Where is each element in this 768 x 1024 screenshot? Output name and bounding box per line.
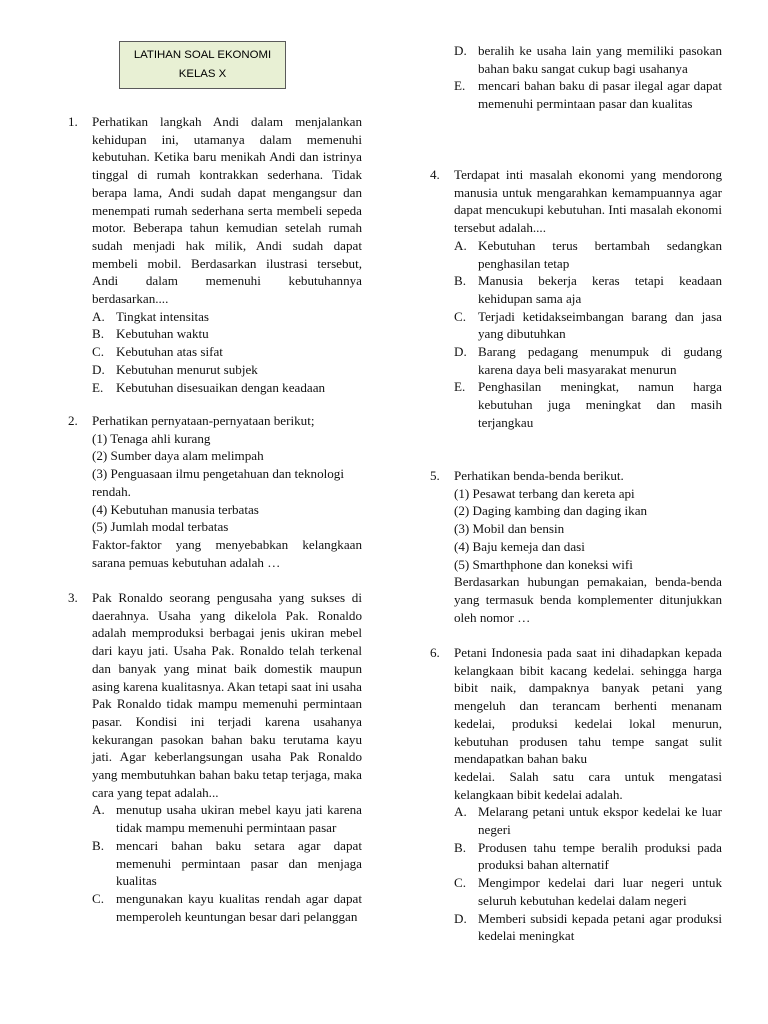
title-line-1: LATIHAN SOAL EKONOMI	[133, 49, 272, 61]
option-c: C. mengunakan kayu kualitas rendah agar dapat memperoleh keuntungan besar dari pelanggan	[92, 890, 362, 924]
question-closing: Faktor-faktor yang menyebabkan kelangkaan sarana pemuas kebutuhan adalah …	[92, 536, 362, 570]
question-text: Terdapat inti masalah ekonomi yang mendorong manusia untuk mengarahkan kemampuannya agar dapat mencukupi kebutuhan. Inti masalah ekonomi tersebut adalah....	[454, 167, 722, 236]
question-text: Perhatikan langkah Andi dalam menjalankan kehidupan ini, utamanya dalam memenuhi kebutuhan. Ketika baru menikah Andi dan istrinya tinggal di rumah kontrakkan sederhana. Tidak berapa lama, Andi sudah dapat mengangsur dan menempati rumah sederhana serta membeli sepeda motor. Beberapa tahun kemudian setelah rumah sudah menjadi hak milik, Andi sudah dapat membeli mobil. Berdasarkan ilustrasi tersebut, Andi dalam memenuhi kebutuhannya berdasarkan....	[92, 114, 362, 307]
option-b: B. Manusia bekerja keras tetapi keadaan kehidupan sama aja	[454, 273, 722, 306]
option-c: C. Terjadi ketidakseimbangan barang dan jasa yang dibutuhkan	[454, 308, 722, 342]
question-closing: Berdasarkan hubungan pemakaian, benda-benda yang termasuk benda komplementer ditunjukkan oleh nomor …	[454, 574, 722, 625]
question-number: 3.	[68, 590, 78, 605]
question-text-tail: kedelai. Salah satu cara untuk mengatasi kelangkaan bibit kedelai adalah.	[454, 768, 722, 802]
option-d: D. Memberi subsidi kepada petani agar produksi kedelai meningkat	[454, 910, 722, 944]
question-text: Perhatikan benda-benda berikut.	[454, 468, 624, 483]
option-d: D. Barang pedagang menumpuk di gudang karena daya beli masyarakat menurun	[454, 344, 722, 377]
question-1	[68, 113, 362, 396]
option-d: D. Kebutuhan menurut subjek	[92, 361, 258, 377]
question-3-continued	[430, 42, 722, 113]
question-5	[430, 467, 722, 626]
question-4	[430, 166, 722, 432]
statement-item: (3) Mobil dan bensin	[454, 521, 565, 537]
question-number: 1.	[68, 114, 78, 129]
option-c: C. Mengimpor kedelai dari luar negeri untuk seluruh kebutuhan kedelai dalam negeri	[454, 875, 722, 908]
option-b: B. Produsen tahu tempe beralih produksi pada produksi bahan alternatif	[454, 839, 722, 873]
statement-item: (5) Jumlah modal terbatas	[92, 519, 229, 535]
option-e: E. Kebutuhan disesuaikan dengan keadaan	[92, 379, 326, 395]
option-b: B. mencari bahan baku setara agar dapat memenuhi permintaan pasar dan menjaga kualitas	[92, 837, 362, 889]
option-b: B. Kebutuhan waktu	[92, 326, 209, 342]
statement-item: (3) Penguasaan ilmu pengetahuan dan teknologi rendah.	[92, 466, 344, 499]
statement-item: (5) Smarthphone dan koneksi wifi	[454, 556, 633, 572]
question-text: Perhatikan pernyataan-pernyataan berikut;	[92, 413, 315, 428]
title-line-2: KELAS X	[178, 68, 227, 80]
option-e: E. mencari bahan baku di pasar ilegal agar dapat memenuhi permintaan pasar dan kualitas	[454, 78, 722, 112]
statement-item: (4) Baju kemeja dan dasi	[454, 538, 585, 554]
option-a: A. Kebutuhan terus bertambah sedangkan penghasilan tetap	[454, 237, 722, 271]
statement-item: (2) Sumber daya alam melimpah	[92, 448, 264, 464]
worksheet-title-box	[119, 41, 286, 89]
option-c: C. Kebutuhan atas sifat	[92, 344, 223, 360]
question-number: 6.	[430, 645, 440, 660]
statement-item: (4) Kebutuhan manusia terbatas	[92, 501, 259, 517]
option-a: A. Melarang petani untuk ekspor kedelai ke luar negeri	[454, 804, 722, 838]
option-e: E. Penghasilan meningkat, namun harga kebutuhan juga meningkat dan masih terjangkau	[454, 379, 722, 430]
option-a: A. menutup usaha ukiran mebel kayu jati karena tidak mampu memenuhi permintaan pasar	[92, 802, 362, 836]
question-number: 4.	[430, 167, 440, 182]
question-text: Petani Indonesia pada saat ini dihadapkan kepada kelangkaan bibit kacang kedelai. sehingga harga bibit naik, dampaknya banyak petani yang mengeluh dan terancam berhenti menanam kedelai, produksi kedelai lokal menurun, kebutuhan produsen tahu tempe sangat sulit mendapatkan bahan baku	[454, 645, 722, 767]
question-number: 2.	[68, 413, 78, 428]
question-text: Pak Ronaldo seorang pengusaha yang sukses di daerahnya. Usaha yang dikelola Pak. Ronaldo adalah memproduksi berbagai jenis ukiran mebel dari kayu jati. Usaha Pak. Ronaldo telah terkenal dan banyak yang minat baik domestik maupun asing karena kualitasnya. Akan tetapi saat ini usaha Pak Ronaldo tidak mampu memenuhi permintaan pasar. Kondisi ini terjadi karena usahanya kekurangan pasokan bahan baku terutama kayu jati. Agar keberlangsungan usaha Pak Ronaldo yang membutuhkan bahan baku tetap terjaga, maka cara yang tepat adalah...	[92, 590, 362, 800]
option-d: D. beralih ke usaha lain yang memiliki pasokan bahan baku sangat cukup bagi usahanya	[454, 43, 722, 76]
question-6	[430, 644, 722, 945]
statement-item: (2) Daging kambing dan daging ikan	[454, 503, 648, 519]
question-number: 5.	[430, 468, 440, 483]
question-3	[68, 589, 362, 925]
statement-item: (1) Pesawat terbang dan kereta api	[454, 485, 635, 501]
question-2	[68, 412, 362, 571]
statement-item: (1) Tenaga ahli kurang	[92, 430, 211, 446]
option-a: A. Tingkat intensitas	[92, 308, 209, 324]
